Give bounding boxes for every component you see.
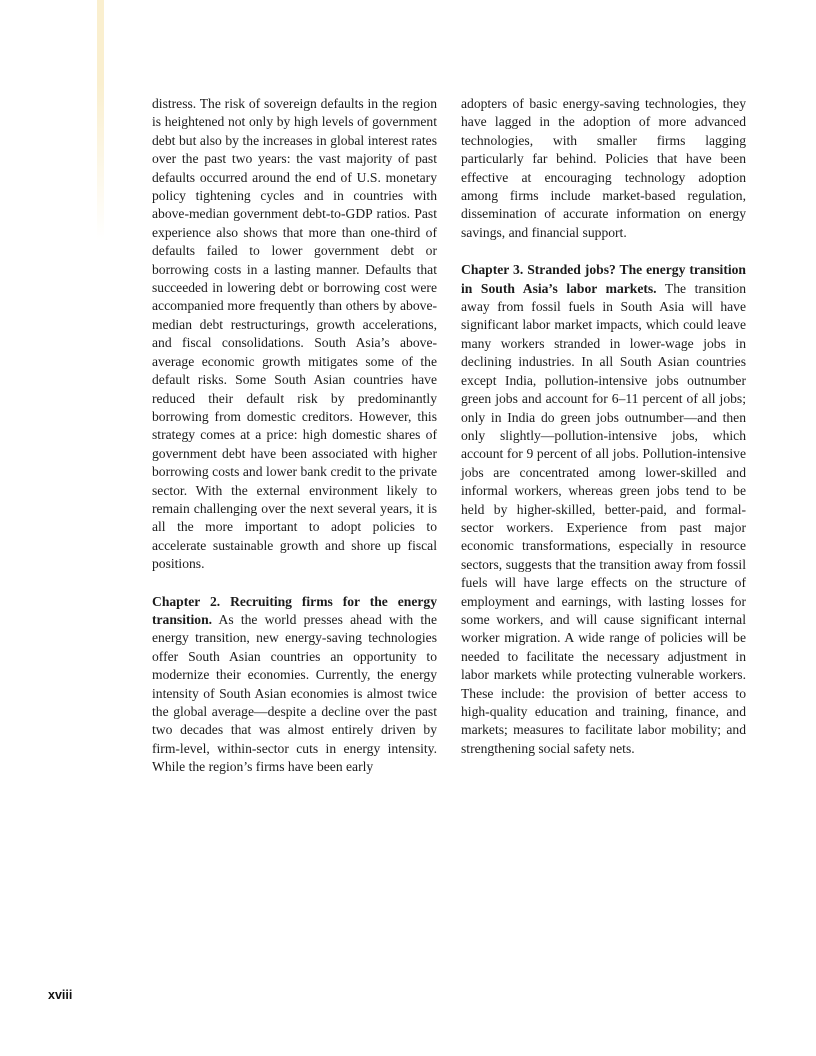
paragraph-chapter1-continuation: distress. The risk of sovereign defaults in the region is heightened not only by high levels of government debt but also by the increases in global interest rates over the past two years: the vast majority of past defaults occurred around the end of U.S. monetary policy tightening cycles and in countries with above-median government debt-to-GDP ratios. Past experience also shows that more than one-third of defaults failed to lower government debt or borrowing costs in a lasting manner. Defaults that succeeded in lowering debt or borrowing cost were accompanied more frequently than others by above-median debt restructurings, growth accelerations, and fiscal consolidations. South Asia’s above-average economic growth mitigates some of the default risks. Some South Asian countries have reduced their default risk by predominantly borrowing from domestic creditors. However, this strategy comes at a price: high domestic shares of government debt have been associated with higher borrowing costs and lower bank credit to the private sector. With the external environment likely to remain challenging over the next several years, it is all the more important to adopt policies to accelerate sustainable growth and shore up fiscal positions. (152, 96, 437, 572)
two-column-text-area (152, 95, 746, 777)
left-margin-accent-stripe (97, 0, 104, 240)
chapter2-body-text: As the world presses ahead with the energy transition, new energy-saving technologies offer South Asian countries an opportunity to modernize their economies. Currently, the energy intensity of South Asian economies is almost twice the global average—despite a decline over the past two decades that was almost entirely driven by firm-level, within-sector cuts in energy intensity. While the region’s firms have been early (152, 611, 437, 775)
paragraph-chapter3 (461, 261, 746, 758)
paragraph-chapter2-continuation: adopters of basic energy-saving technologies, they have lagged in the adoption of more advanced technologies, with smaller firms lagging particularly far behind. Policies that have been effective at encouraging technology adoption among firms include market-based regulation, dissemination of accurate information on energy savings, and financial support. (461, 96, 746, 240)
chapter3-heading: Chapter 3. Stranded jobs? The energy transition in South Asia’s labor markets. (461, 262, 746, 296)
chapter3-body-text: The transition away from fossil fuels in South Asia will have significant labor market impacts, which could leave many workers stranded in lower-wage jobs in declining industries. In all South Asian countries except India, pollution-intensive jobs outnumber green jobs and account for 6–11 percent of all jobs; only in India do green jobs outnumber—and then only slightly—pollution-intensive jobs, which account for 9 percent of all jobs. Pollution-intensive jobs are concentrated among lower-skilled and informal workers, whereas green jobs tend to be held by higher-skilled, better-paid, and formal-sector workers. Experience from past major economic transformations, especially in resource sectors, suggests that the transition away from fossil fuels will have large effects on the structure of employment and earnings, with lasting losses for some workers, and will cause significant internal worker migration. A wide range of policies will be needed to facilitate the necessary adjustment in labor markets while protecting vulnerable workers. These include: the provision of better access to high-quality education and training, finance, and markets; measures to facilitate labor mobility; and strengthening social safety nets. (461, 280, 746, 756)
chapter2-heading: Chapter 2. Recruiting firms for the energy transition. (152, 593, 437, 627)
right-column (461, 95, 746, 777)
left-column (152, 95, 437, 777)
paragraph-chapter2 (152, 593, 437, 777)
page-number: xviii (48, 988, 73, 1002)
